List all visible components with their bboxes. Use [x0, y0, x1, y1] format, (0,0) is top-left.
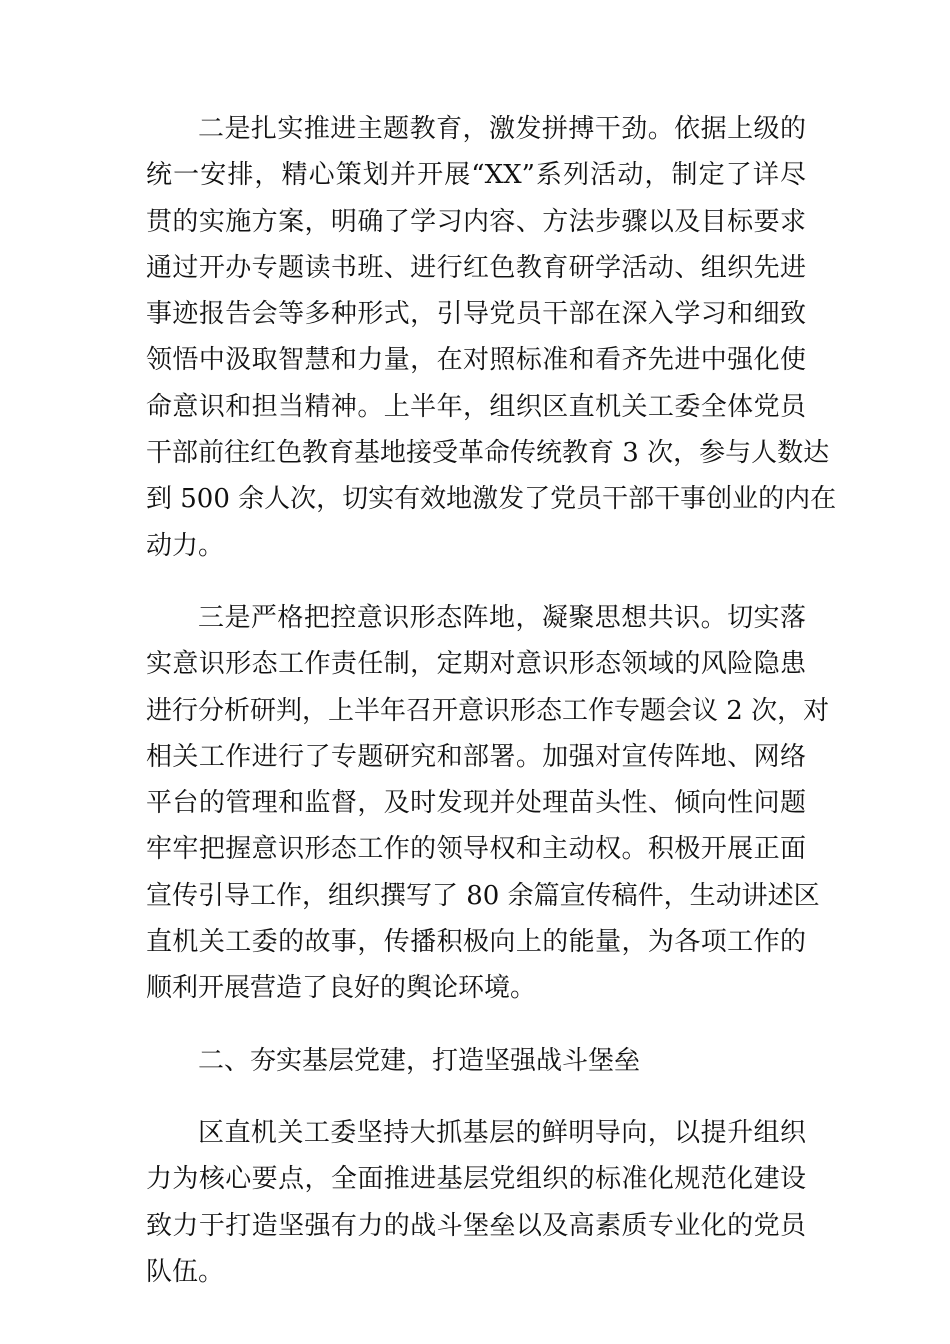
text-line: 区直机关工委坚持大抓基层的鲜明导向，以提升组织: [198, 1117, 806, 1148]
text-line: 队伍。: [146, 1256, 225, 1287]
text-line: 致力于打造坚强有力的战斗堡垒以及高素质专业化的党员: [146, 1210, 806, 1241]
paragraph-spacer: [146, 569, 806, 595]
section-heading-grassroots: [146, 1038, 806, 1084]
paragraph-theme-education: [146, 106, 837, 569]
text-line: 顺利开展营造了良好的舆论环境。: [146, 973, 537, 1004]
text-line: 二是扎实推进主题教育，激发拼搏干劲。依据上级的: [198, 114, 806, 144]
text-line: 事迹报告会等多种形式，引导党员干部在深入学习和细致: [146, 299, 806, 330]
text-line: 贯的实施方案，明确了学习内容、方法步骤以及目标要求: [146, 206, 806, 237]
text-line: 领悟中汲取智慧和力量，在对照标准和看齐先进中强化使: [146, 345, 806, 376]
text-line: 通过开办专题读书班、进行红色教育研学活动、组织先进: [146, 252, 806, 283]
text-line: 命意识和担当精神。上半年，组织区直机关工委全体党员: [146, 391, 806, 422]
text-line: 力为核心要点，全面推进基层党组织的标准化规范化建设: [146, 1164, 806, 1195]
paragraph-ideology: [146, 595, 830, 1012]
text-line: 干部前往红色教育基地接受革命传统教育 3 次，参与人数达: [146, 438, 830, 469]
text-line: 平台的管理和监督，及时发现并处理苗头性、倾向性问题: [146, 788, 806, 819]
text-line: 进行分析研判，上半年召开意识形态工作专题会议 2 次，对: [146, 695, 830, 726]
text-line: 统一安排，精心策划并开展“XX”系列活动，制定了详尽: [146, 160, 806, 191]
document-page: [146, 106, 837, 1295]
text-line: 宣传引导工作，组织撰写了 80 余篇宣传稿件，生动讲述区: [146, 880, 820, 911]
text-line: 实意识形态工作责任制，定期对意识形态领域的风险隐患: [146, 649, 806, 680]
paragraph-spacer: [146, 1012, 806, 1038]
text-line: 三是严格把控意识形态阵地，凝聚思想共识。切实落: [198, 602, 806, 633]
section-heading: 二、夯实基层党建，打造坚强战斗堡垒: [198, 1045, 641, 1076]
text-line: 动力。: [146, 530, 225, 561]
text-line: 直机关工委的故事，传播积极向上的能量，为各项工作的: [146, 927, 806, 958]
text-line: 相关工作进行了专题研究和部署。加强对宣传阵地、网络: [146, 741, 806, 772]
paragraph-grassroots-intro: [146, 1110, 806, 1295]
text-line: 牢牢把握意识形态工作的领导权和主动权。积极开展正面: [146, 834, 806, 865]
paragraph-spacer: [146, 1084, 806, 1110]
text-line: 到 500 余人次，切实有效地激发了党员干部干事创业的内在: [146, 484, 837, 515]
